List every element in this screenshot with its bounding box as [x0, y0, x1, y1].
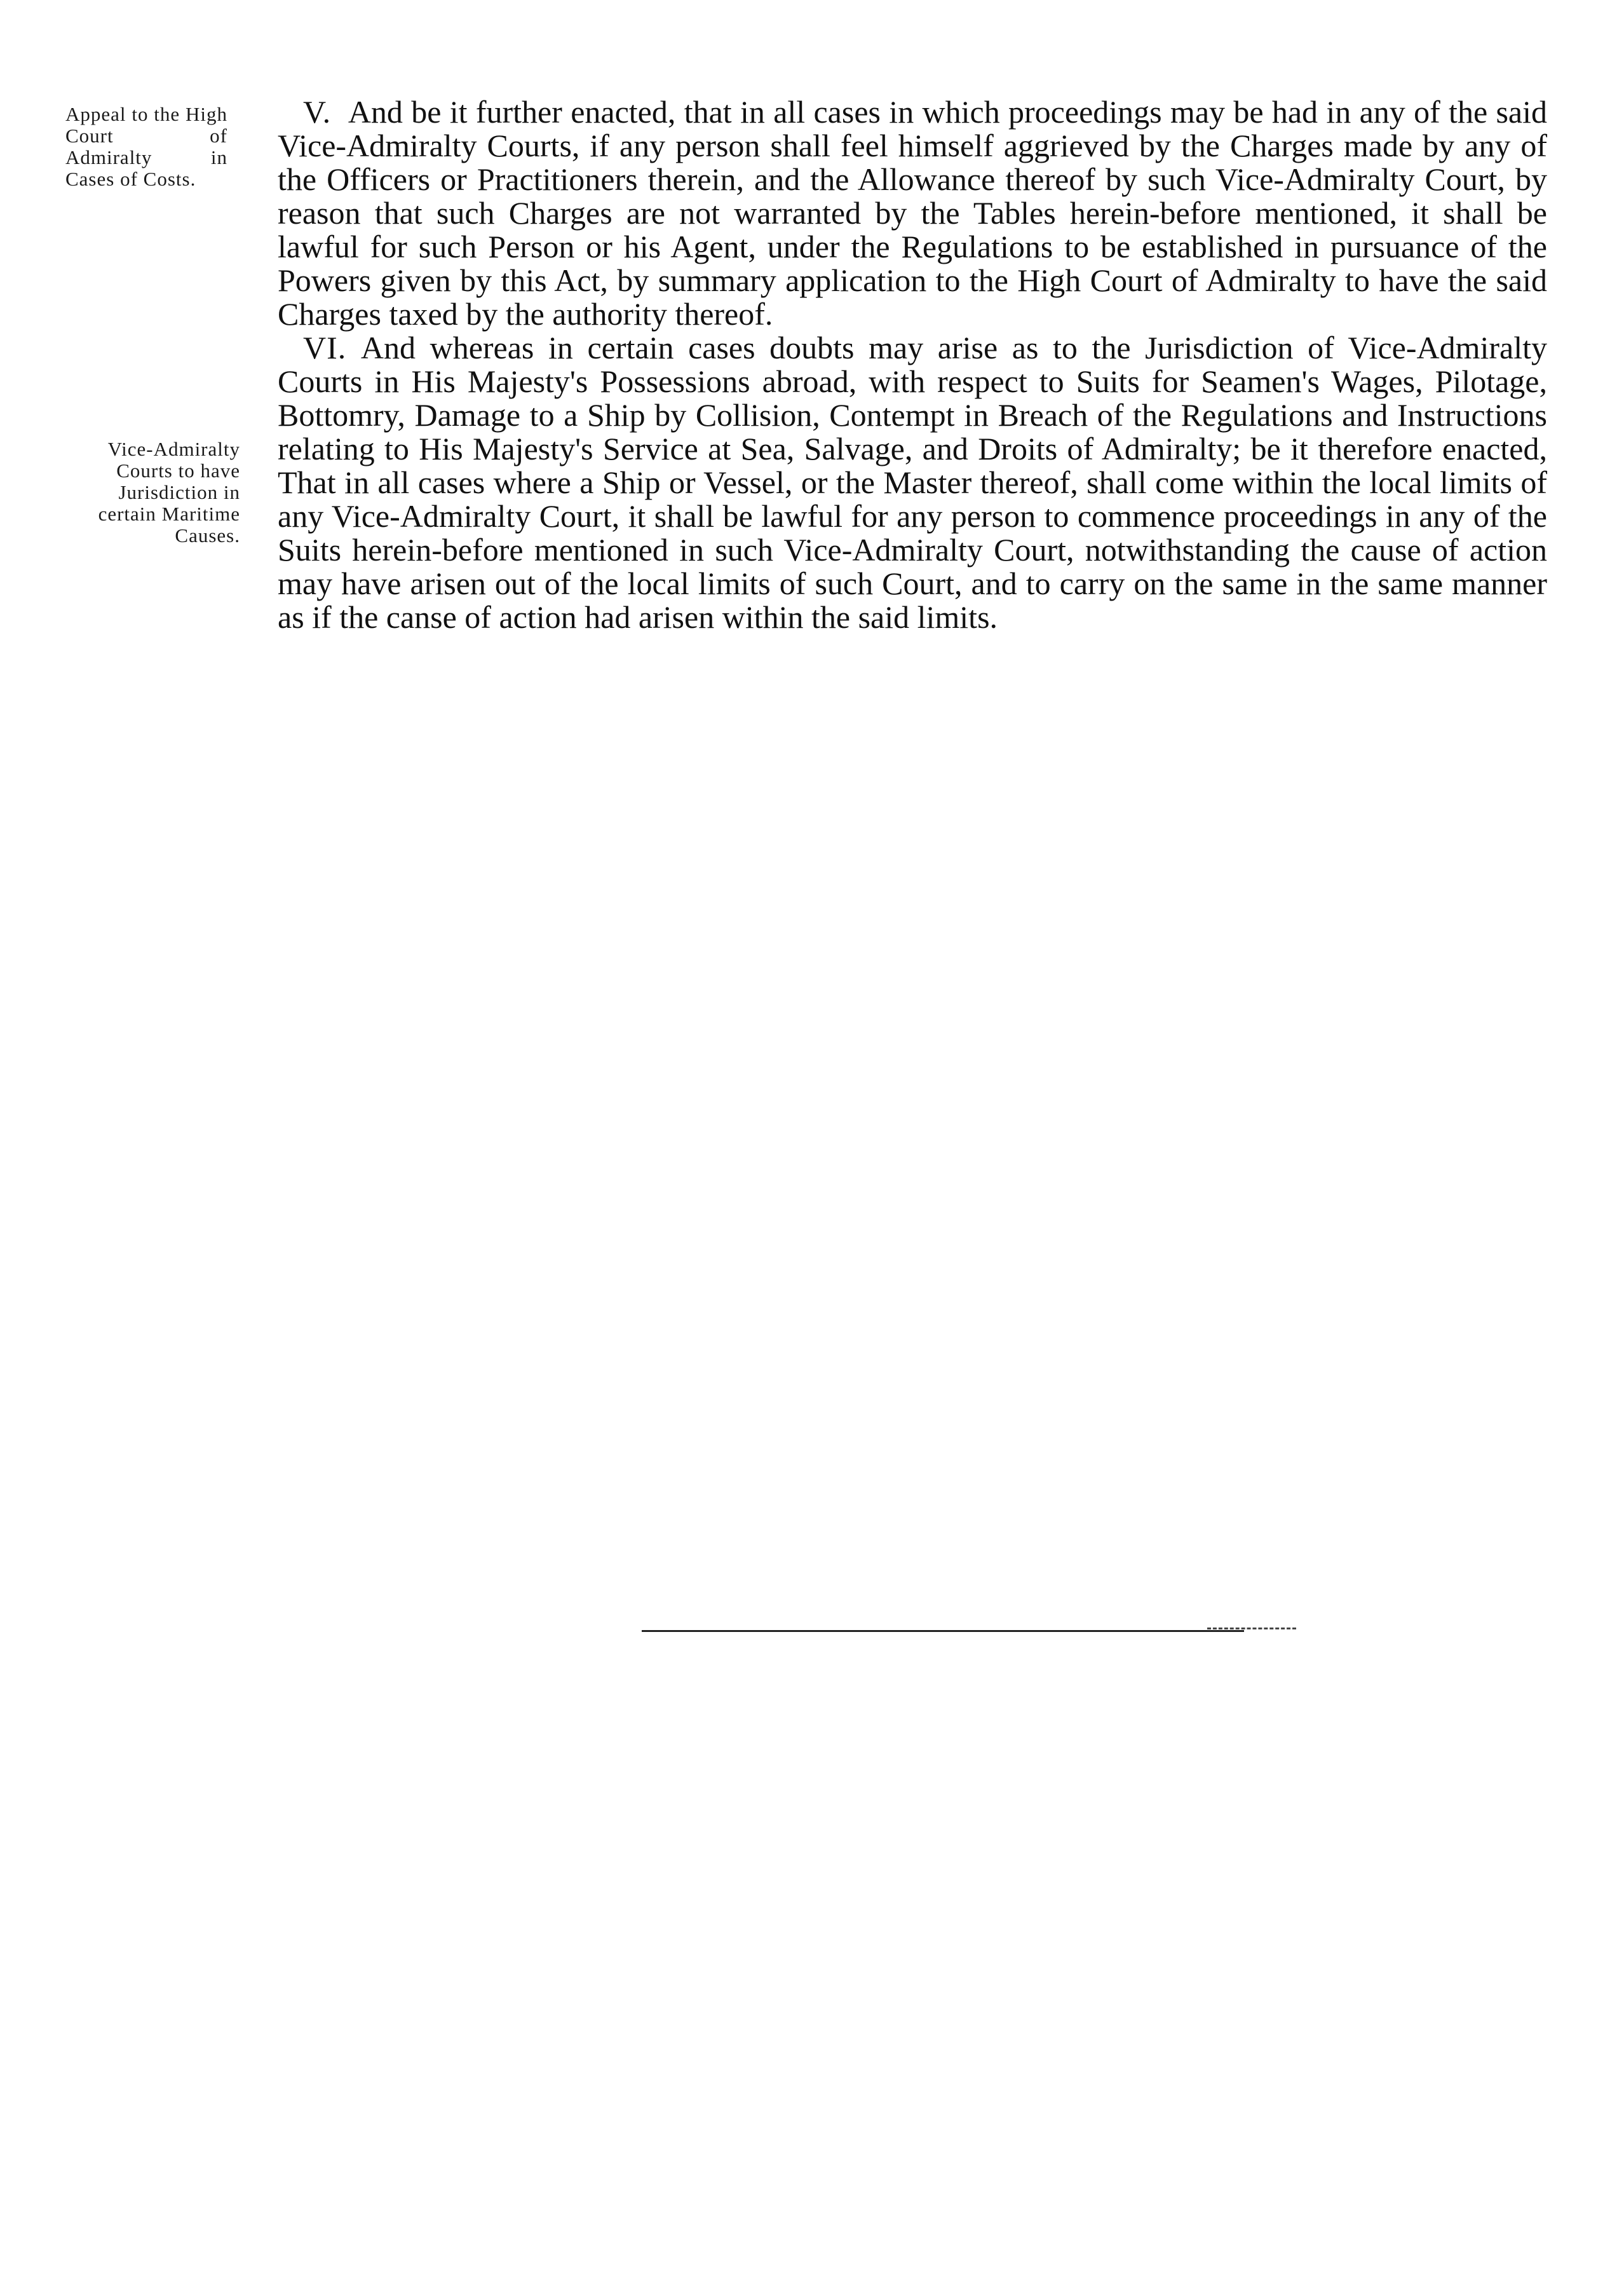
section-vi: [278, 331, 1547, 634]
section-v: [278, 95, 1547, 331]
section-text: And whereas in certain cases doubts may arise as to the Jurisdiction of Vice-Admiralty Courts in His Majesty's Possessions abroad, with respect to Suits for Seamen's Wages, Pilotage, Bottomry, Damage to a Ship by Collision, Contempt in Breach of the Regulations and Instructions relating to His Majesty's Service at Sea, Salvage, and Droits of Admiralty; be it therefore enacted, That in all cases where a Ship or Vessel, or the Master thereof, shall come within the local limits of any Vice-Admiralty Court, it shall be lawful for any person to commence proceedings in any of the Suits herein-before mentioned in such Vice-Admiralty Court, notwithstanding the cause of action may have arisen out of the local limits of such Court, and to carry on the same in the same manner as if the canse of action had arisen within the said limits.: [278, 330, 1548, 635]
marginal-note-jurisdiction: Vice-Admiralty Courts to have Jurisdiction in certain Maritime Causes.: [98, 438, 240, 547]
closing-rule: [642, 1630, 1244, 1632]
body-text: [278, 95, 1547, 634]
section-number: VI.: [303, 330, 347, 365]
closing-rule-tail: [1207, 1628, 1296, 1629]
marginal-note-appeal: Appeal to the High Court of Admiralty in Cases of Costs.: [65, 103, 227, 190]
section-text: And be it further enacted, that in all cases in which proceedings may be had in any of the said Vice-Admiralty Courts, if any person shall feel himself aggrieved by the Charges made by any of the Officers or Practitioners therein, and the Allowance thereof by such Vice-Admiralty Court, by reason that such Charges are not warranted by the Tables herein-before mentioned, it shall be lawful for such Person or his Agent, under the Regulations to be established in pursuance of the Powers given by this Act, by summary application to the High Court of Admiralty to have the said Charges taxed by the authority thereof.: [278, 94, 1547, 332]
section-number: V.: [303, 94, 332, 130]
